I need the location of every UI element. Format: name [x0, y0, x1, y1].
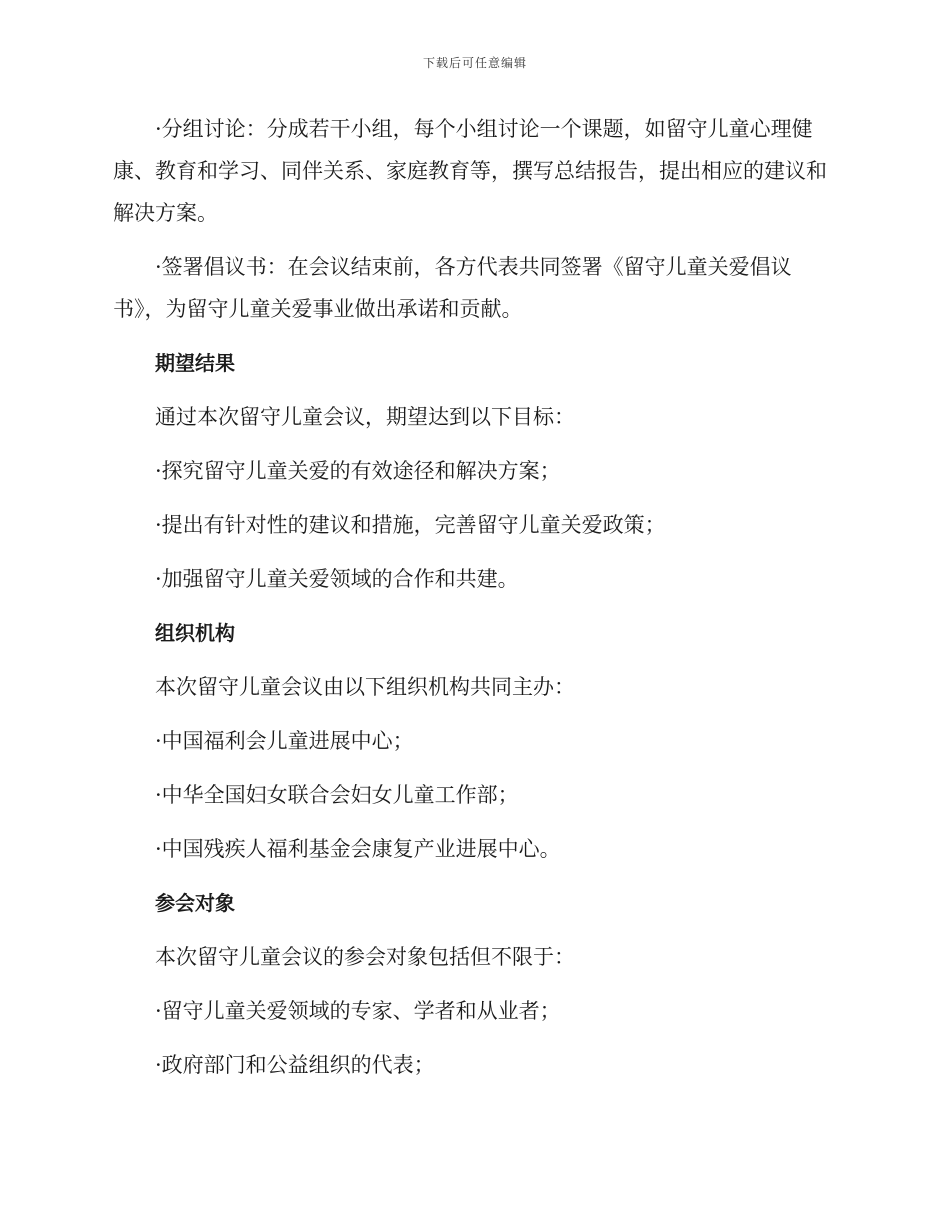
- list-item: ·中国残疾人福利基金会康复产业进展中心。: [155, 837, 561, 861]
- paragraph-group-discussion: ·分组讨论：分成若干小组，每个小组讨论一个课题，如留守儿童心理健康、教育和学习、同伴关系、家庭教育等，撰写总结报告，提出相应的建议和解决方案。: [113, 117, 827, 225]
- page-header: 下载后可任意编辑: [422, 56, 527, 70]
- section-heading-attendees: 参会对象: [155, 891, 235, 915]
- list-item: ·政府部门和公益组织的代表；: [155, 1053, 435, 1077]
- section-heading-organizers: 组织机构: [155, 621, 235, 645]
- list-item: ·加强留守儿童关爱领域的合作和共建。: [155, 567, 519, 591]
- section-intro-expected-results: 通过本次留守儿童会议，期望达到以下目标：: [155, 405, 575, 429]
- list-item: ·探究留守儿童关爱的有效途径和解决方案；: [155, 459, 561, 483]
- list-item: ·提出有针对性的建议和措施，完善留守儿童关爱政策；: [155, 513, 666, 537]
- list-item: ·中国福利会儿童进展中心；: [155, 729, 414, 753]
- paragraph-sign-proposal: ·签署倡议书：在会议结束前，各方代表共同签署《留守儿童关爱倡议书》，为留守儿童关爱事业做出承诺和贡献。: [113, 255, 792, 321]
- list-item: ·留守儿童关爱领域的专家、学者和从业者；: [155, 999, 561, 1023]
- page-content: [113, 108, 833, 1086]
- list-item: ·中华全国妇女联合会妇女儿童工作部；: [155, 783, 519, 807]
- section-heading-expected-results: 期望结果: [155, 351, 235, 375]
- section-intro-attendees: 本次留守儿童会议的参会对象包括但不限于：: [155, 945, 575, 969]
- section-intro-organizers: 本次留守儿童会议由以下组织机构共同主办：: [155, 675, 575, 699]
